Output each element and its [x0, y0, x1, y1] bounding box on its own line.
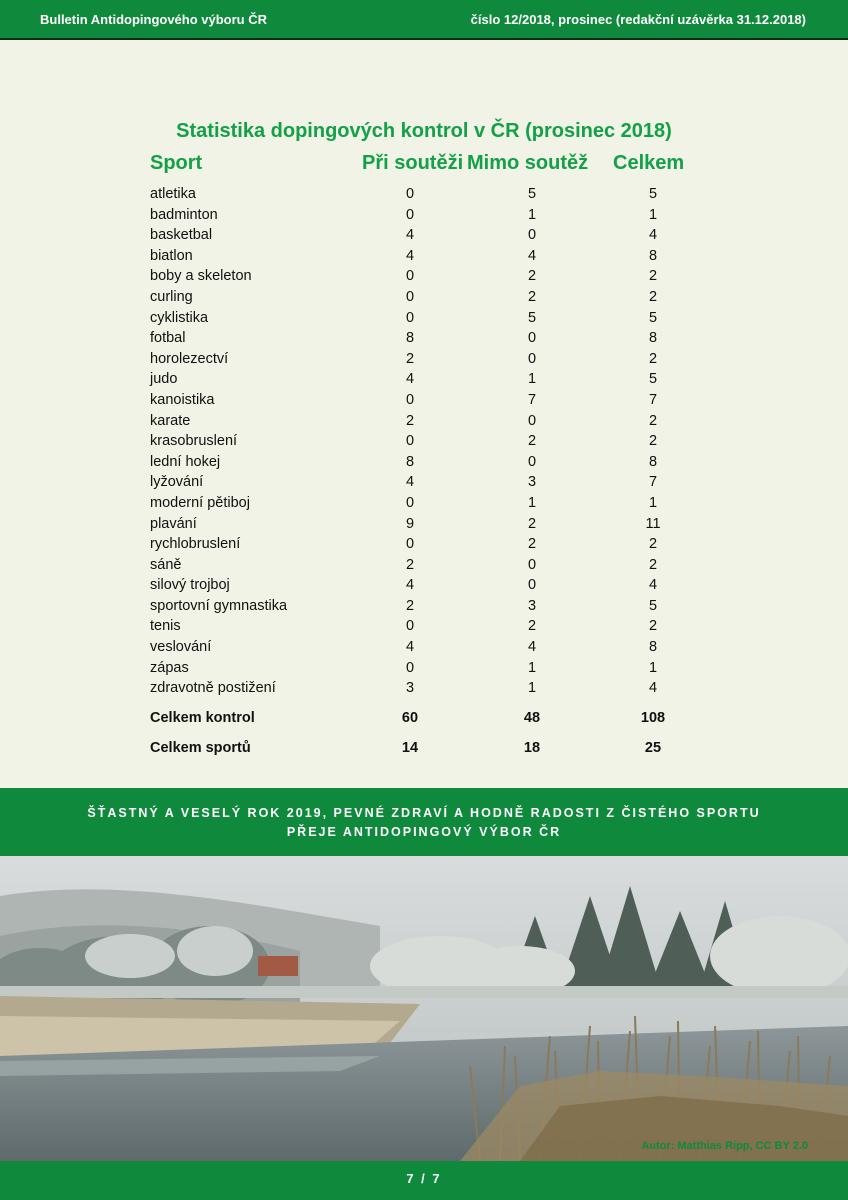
- in-competition-cell: 2: [405, 597, 415, 614]
- total-cell: 1: [648, 206, 658, 223]
- out-of-competition-cell: 2: [527, 536, 537, 553]
- in-competition-cell: 2: [405, 350, 415, 367]
- in-competition-cell: 0: [405, 288, 415, 305]
- new-year-banner: [0, 788, 848, 856]
- out-of-competition-cell: 2: [527, 433, 537, 450]
- page-footer: [0, 1161, 848, 1200]
- total-cell: 4: [648, 227, 658, 244]
- table-row: [0, 328, 848, 349]
- table-row: [0, 431, 848, 452]
- total-cell: 2: [648, 556, 658, 573]
- banner-line-1: ŠŤASTNÝ A VESELÝ ROK 2019, PEVNÉ ZDRAVÍ A HODNĚ RADOSTI Z ČISTÉHO SPORTU: [87, 806, 761, 820]
- table-body: [0, 184, 848, 699]
- table-row: [0, 452, 848, 473]
- total-cell: 4: [648, 680, 658, 697]
- in-competition-cell: 4: [405, 371, 415, 388]
- sport-cell: lyžování: [150, 474, 204, 491]
- sport-cell: silový trojboj: [150, 577, 230, 594]
- photo-illustration: [0, 856, 848, 1161]
- out-of-competition-cell: 5: [527, 309, 537, 326]
- in-competition-cell: 2: [405, 412, 415, 429]
- sport-cell: sportovní gymnastika: [150, 597, 288, 614]
- out-of-competition-cell: 0: [527, 577, 537, 594]
- total-cell: 1: [648, 494, 658, 511]
- total-cell: 2: [648, 350, 658, 367]
- total-cell: 11: [645, 515, 661, 532]
- out-of-competition-cell: 0: [527, 350, 537, 367]
- total-cell: 8: [648, 453, 658, 470]
- table-row: [0, 472, 848, 493]
- total-cell: 2: [648, 618, 658, 635]
- in-competition-cell: 0: [405, 618, 415, 635]
- out-of-competition-cell: 2: [527, 268, 537, 285]
- table-row: [0, 390, 848, 411]
- total-cell: 5: [648, 186, 658, 202]
- total-cell: 8: [648, 330, 658, 347]
- sport-cell: basketbal: [150, 227, 213, 244]
- banner-line-2: PŘEJE ANTIDOPINGOVÝ VÝBOR ČR: [286, 825, 562, 839]
- sport-cell: biatlon: [150, 247, 193, 264]
- table-row: [0, 575, 848, 596]
- in-competition-cell: 0: [405, 659, 415, 676]
- out-of-competition-cell: 0: [527, 227, 537, 244]
- total-in-competition: 60: [401, 710, 419, 726]
- table-row: [0, 514, 848, 535]
- sport-cell: rychlobruslení: [150, 536, 241, 553]
- out-of-competition-cell: 0: [527, 330, 537, 347]
- out-of-competition-cell: 1: [527, 680, 537, 697]
- sport-cell: plavání: [150, 515, 197, 532]
- total-out-of-competition: 18: [523, 740, 541, 756]
- out-of-competition-cell: 1: [527, 494, 537, 511]
- in-competition-cell: 0: [405, 206, 415, 223]
- in-competition-cell: 8: [405, 330, 415, 347]
- photo-credit: Autor: Matthias Ripp, CC BY 2.0: [641, 1140, 808, 1152]
- column-header-sport: Sport: [150, 152, 203, 174]
- total-sum: 25: [644, 740, 662, 756]
- table-row: [0, 349, 848, 370]
- out-of-competition-cell: 3: [527, 597, 537, 614]
- total-cell: 4: [648, 577, 658, 594]
- bulletin-title: Bulletin Antidopingového výboru ČR: [40, 12, 268, 27]
- total-cell: 2: [648, 268, 658, 285]
- table-row: [0, 678, 848, 699]
- in-competition-cell: 2: [405, 556, 415, 573]
- total-cell: 8: [648, 247, 658, 264]
- sport-cell: zdravotně postižení: [150, 680, 276, 697]
- in-competition-cell: 0: [405, 433, 415, 450]
- table-row: [0, 184, 848, 205]
- sport-cell: veslování: [150, 639, 212, 656]
- sport-cell: kanoistika: [150, 391, 215, 408]
- out-of-competition-cell: 2: [527, 288, 537, 305]
- total-cell: 7: [648, 474, 658, 491]
- in-competition-cell: 0: [405, 391, 415, 408]
- in-competition-cell: 0: [405, 494, 415, 511]
- out-of-competition-cell: 4: [527, 639, 537, 656]
- sport-cell: cyklistika: [150, 309, 209, 326]
- table-row: [0, 493, 848, 514]
- total-cell: 5: [648, 371, 658, 388]
- total-cell: 5: [648, 309, 658, 326]
- out-of-competition-cell: 2: [527, 515, 537, 532]
- total-cell: 2: [648, 433, 658, 450]
- in-competition-cell: 0: [405, 536, 415, 553]
- total-cell: 2: [648, 288, 658, 305]
- table-row: [0, 287, 848, 308]
- out-of-competition-cell: 0: [527, 453, 537, 470]
- out-of-competition-cell: 0: [527, 412, 537, 429]
- issue-info: číslo 12/2018, prosinec (redakční uzávěrka 31.12.2018): [470, 12, 806, 27]
- sport-cell: karate: [150, 412, 191, 429]
- sport-cell: boby a skeleton: [150, 268, 252, 285]
- total-out-of-competition: 48: [523, 710, 541, 726]
- sport-cell: moderní pětiboj: [150, 494, 250, 511]
- table-row: [0, 658, 848, 679]
- sport-cell: krasobruslení: [150, 433, 238, 450]
- out-of-competition-cell: 4: [527, 247, 537, 264]
- content-area: [0, 42, 848, 788]
- sport-cell: curling: [150, 288, 193, 305]
- sport-cell: lední hokej: [150, 453, 221, 470]
- out-of-competition-cell: 1: [527, 659, 537, 676]
- sport-cell: zápas: [150, 659, 189, 676]
- in-competition-cell: 3: [405, 680, 415, 697]
- table-row: [0, 205, 848, 226]
- sport-cell: tenis: [150, 618, 181, 635]
- out-of-competition-cell: 1: [527, 371, 537, 388]
- table-row: [0, 411, 848, 432]
- column-header-in-competition: Při soutěži: [362, 152, 464, 174]
- out-of-competition-cell: 5: [527, 186, 537, 202]
- table-row: [0, 555, 848, 576]
- in-competition-cell: 8: [405, 453, 415, 470]
- total-cell: 1: [648, 659, 658, 676]
- in-competition-cell: 0: [405, 186, 415, 202]
- table-row: [0, 534, 848, 555]
- table-row: [0, 596, 848, 617]
- winter-river-photo: [0, 856, 848, 1161]
- column-header-total: Celkem: [613, 152, 685, 174]
- table-row: [0, 616, 848, 637]
- sport-cell: judo: [150, 371, 178, 388]
- in-competition-cell: 4: [405, 577, 415, 594]
- total-cell: 8: [648, 639, 658, 656]
- total-label: Celkem sportů: [150, 740, 251, 756]
- in-competition-cell: 0: [405, 268, 415, 285]
- out-of-competition-cell: 2: [527, 618, 537, 635]
- total-cell: 2: [648, 412, 658, 429]
- table-row: [0, 246, 848, 267]
- in-competition-cell: 9: [405, 515, 415, 532]
- in-competition-cell: 4: [405, 227, 415, 244]
- total-label: Celkem kontrol: [150, 710, 255, 726]
- sport-cell: sáně: [150, 556, 182, 573]
- out-of-competition-cell: 3: [527, 474, 537, 491]
- sport-cell: horolezectví: [150, 350, 229, 367]
- table-row: [0, 266, 848, 287]
- table-row: [0, 637, 848, 658]
- sport-cell: badminton: [150, 206, 218, 223]
- out-of-competition-cell: 1: [527, 206, 537, 223]
- total-sum: 108: [640, 710, 666, 726]
- out-of-competition-cell: 7: [527, 391, 537, 408]
- table-title: Statistika dopingových kontrol v ČR (prosinec 2018): [176, 120, 672, 142]
- table-row: [0, 308, 848, 329]
- total-cell: 2: [648, 536, 658, 553]
- page-number: 7 / 7: [406, 1171, 442, 1186]
- total-cell: 7: [648, 391, 658, 408]
- in-competition-cell: 4: [405, 474, 415, 491]
- table-row: [0, 369, 848, 390]
- sport-cell: atletika: [150, 186, 196, 202]
- in-competition-cell: 4: [405, 247, 415, 264]
- total-cell: 5: [648, 597, 658, 614]
- total-in-competition: 14: [401, 740, 419, 756]
- in-competition-cell: 4: [405, 639, 415, 656]
- out-of-competition-cell: 0: [527, 556, 537, 573]
- in-competition-cell: 0: [405, 309, 415, 326]
- column-header-out-of-competition: Mimo soutěž: [467, 152, 589, 174]
- page-header: [0, 0, 848, 40]
- sport-cell: fotbal: [150, 330, 186, 347]
- table-row: [0, 225, 848, 246]
